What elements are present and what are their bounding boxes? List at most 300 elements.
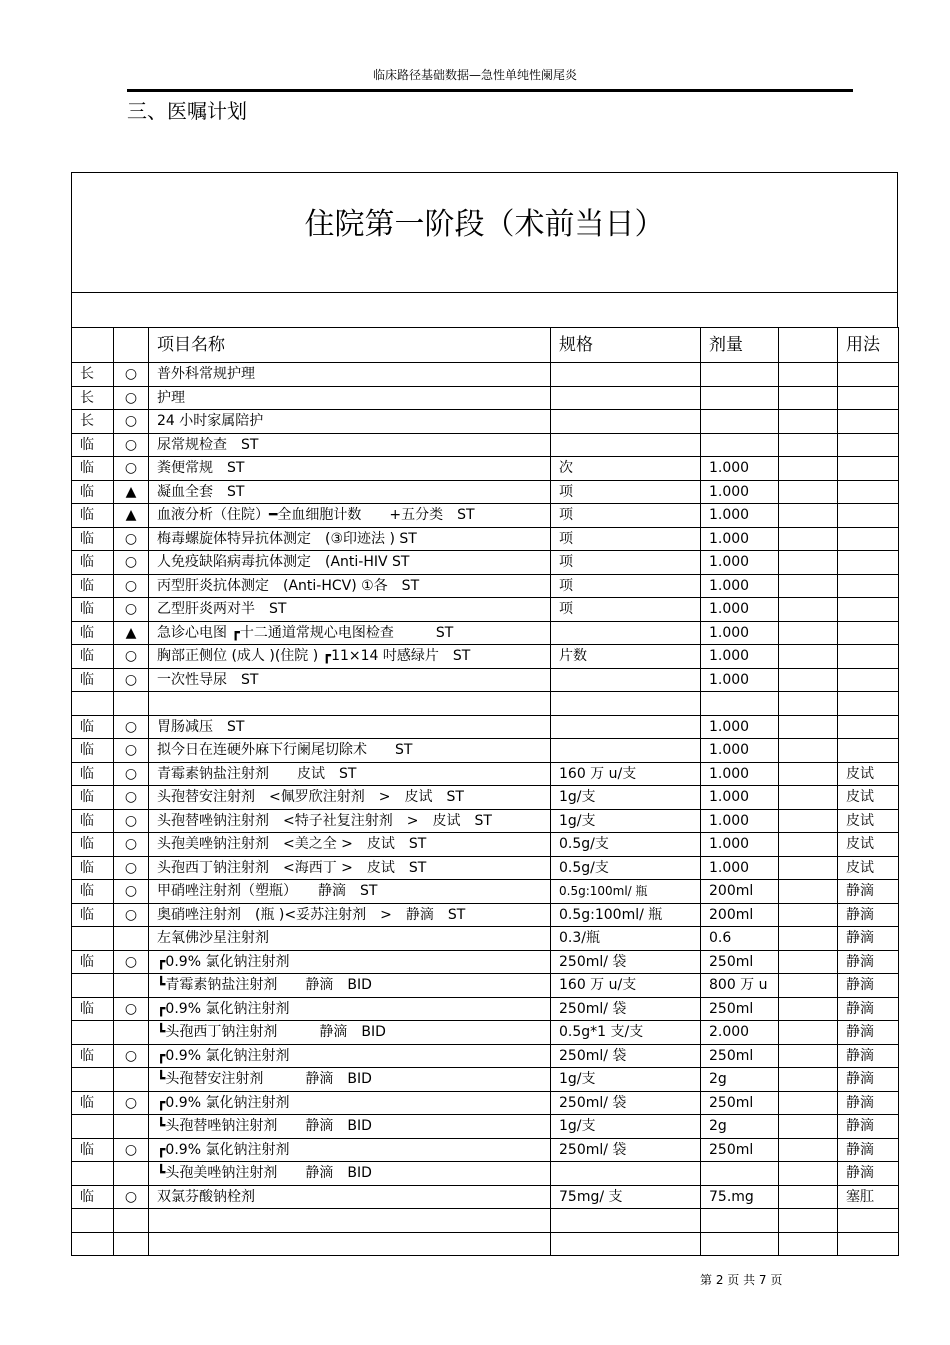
dose-cell: 1.000 [701,833,779,857]
dose-cell: 1.000 [701,809,779,833]
header-item-name: 项目名称 [149,328,551,363]
dose-cell [701,1209,779,1233]
table-row [72,410,899,434]
table-row [72,433,899,457]
usage-cell [838,621,899,645]
item-name-cell: 胸部正侧位 (成人 )(住院 ) ┏11×14 吋感绿片 ST [149,645,551,669]
usage-cell [838,668,899,692]
table-row [72,1091,899,1115]
order-mark-cell: ○ [114,1044,149,1068]
order-type-cell [72,974,114,998]
usage-cell: 静滴 [838,1044,899,1068]
table-row [72,903,899,927]
table-row [72,692,899,716]
page-footer: 第 2 页 共 7 页 [700,1273,783,1287]
item-name-cell: 双氯芬酸钠栓剂 [149,1185,551,1209]
usage-cell: 静滴 [838,927,899,951]
table-row [72,1232,899,1256]
order-mark-cell: ○ [114,739,149,763]
order-mark-cell: ▲ [114,621,149,645]
table-row [72,997,899,1021]
spec-cell: 片数 [551,645,701,669]
spec-cell: 0.5g/支 [551,833,701,857]
usage-cell [838,410,899,434]
table-row [72,927,899,951]
extra-cell [779,927,838,951]
order-mark-cell: ○ [114,833,149,857]
order-mark-cell [114,1115,149,1139]
order-plan-table-frame [71,172,898,1256]
usage-cell [838,504,899,528]
spec-cell: 0.3/瓶 [551,927,701,951]
spec-cell [551,692,701,716]
order-type-cell [72,692,114,716]
spec-cell: 0.5g:100ml/ 瓶 [551,903,701,927]
table-row [72,1021,899,1045]
order-type-cell [72,927,114,951]
item-name-cell: 梅毒螺旋体特异抗体测定 (③印迹法 ) ST [149,527,551,551]
table-row [72,668,899,692]
spec-cell: 次 [551,457,701,481]
usage-cell [838,598,899,622]
spec-cell: 项 [551,551,701,575]
order-mark-cell: ○ [114,880,149,904]
table-row [72,504,899,528]
section-title: 三、医嘱计划 [127,99,247,123]
item-name-cell: 乙型肝炎两对半 ST [149,598,551,622]
usage-cell [838,1232,899,1256]
order-type-cell: 临 [72,598,114,622]
extra-cell [779,504,838,528]
spec-cell: 1g/支 [551,1068,701,1092]
dose-cell: 1.000 [701,621,779,645]
spec-cell [551,715,701,739]
extra-cell [779,645,838,669]
item-name-cell: 甲硝唑注射剂（塑瓶） 静滴 ST [149,880,551,904]
extra-cell [779,903,838,927]
dose-cell: 1.000 [701,668,779,692]
dose-cell: 75.mg [701,1185,779,1209]
spec-cell [551,621,701,645]
table-row [72,457,899,481]
spec-cell [551,363,701,387]
order-type-cell: 临 [72,880,114,904]
extra-cell [779,809,838,833]
order-type-cell: 临 [72,1044,114,1068]
spec-cell [551,668,701,692]
spec-cell: 项 [551,598,701,622]
usage-cell: 静滴 [838,1068,899,1092]
usage-cell: 静滴 [838,1115,899,1139]
table-row [72,1162,899,1186]
order-type-cell: 临 [72,527,114,551]
order-mark-cell: ○ [114,433,149,457]
order-type-cell: 临 [72,621,114,645]
item-name-cell [149,1209,551,1233]
usage-cell: 静滴 [838,1162,899,1186]
extra-cell [779,856,838,880]
dose-cell: 2.000 [701,1021,779,1045]
order-mark-cell: ○ [114,574,149,598]
item-name-cell: ┗头孢替安注射剂 静滴 BID [149,1068,551,1092]
order-type-cell [72,1232,114,1256]
usage-cell [838,574,899,598]
dose-cell: 250ml [701,950,779,974]
order-type-cell: 临 [72,762,114,786]
item-name-cell: 护理 [149,386,551,410]
usage-cell: 静滴 [838,974,899,998]
header-rule [127,89,853,92]
dose-cell: 1.000 [701,527,779,551]
order-type-cell: 临 [72,903,114,927]
table-row [72,1185,899,1209]
item-name-cell: ┏0.9% 氯化钠注射剂 [149,950,551,974]
order-type-cell: 临 [72,668,114,692]
spec-cell: 160 万 u/支 [551,762,701,786]
running-header: 临床路径基础数据—急性单纯性阑尾炎 [372,68,577,82]
spec-cell: 250ml/ 袋 [551,1091,701,1115]
order-mark-cell: ○ [114,762,149,786]
table-row [72,598,899,622]
item-name-cell: 头孢替唑钠注射剂 <特子社复注射剂 > 皮试 ST [149,809,551,833]
usage-cell [838,645,899,669]
table-row [72,739,899,763]
item-name-cell: 拟今日在连硬外麻下行阑尾切除术 ST [149,739,551,763]
order-mark-cell: ○ [114,903,149,927]
table-row [72,386,899,410]
order-type-cell: 长 [72,363,114,387]
table-row [72,880,899,904]
dose-cell: 1.000 [701,786,779,810]
item-name-cell: 头孢美唑钠注射剂 <美之全 > 皮试 ST [149,833,551,857]
item-name-cell: 人免疫缺陷病毒抗体测定 (Anti-HIV ST [149,551,551,575]
usage-cell [838,551,899,575]
order-mark-cell: ○ [114,410,149,434]
header-dose: 剂量 [701,328,779,363]
extra-cell [779,1091,838,1115]
usage-cell: 静滴 [838,880,899,904]
dose-cell: 2g [701,1068,779,1092]
order-type-cell [72,1021,114,1045]
order-type-cell: 临 [72,551,114,575]
extra-cell [779,480,838,504]
extra-cell [779,551,838,575]
item-name-cell: ┗青霉素钠盐注射剂 静滴 BID [149,974,551,998]
usage-cell [838,433,899,457]
spec-cell [551,433,701,457]
order-type-cell: 临 [72,833,114,857]
spec-cell: 项 [551,480,701,504]
order-type-cell: 临 [72,950,114,974]
table-row [72,950,899,974]
header-cell [779,328,838,363]
dose-cell: 800 万 u [701,974,779,998]
extra-cell [779,1068,838,1092]
dose-cell: 1.000 [701,856,779,880]
dose-cell [701,692,779,716]
order-type-cell: 临 [72,1138,114,1162]
order-mark-cell [114,974,149,998]
dose-cell: 1.000 [701,574,779,598]
header-cell [114,328,149,363]
table-row [72,762,899,786]
usage-cell: 静滴 [838,997,899,1021]
usage-cell [838,739,899,763]
order-mark-cell: ○ [114,668,149,692]
item-name-cell: 粪便常规 ST [149,457,551,481]
stage-title: 住院第一阶段（术前当日） [304,207,665,242]
table-row [72,1068,899,1092]
extra-cell [779,997,838,1021]
spec-cell [551,1162,701,1186]
item-name-cell: 24 小时家属陪护 [149,410,551,434]
dose-cell: 1.000 [701,598,779,622]
table-row [72,574,899,598]
extra-cell [779,1162,838,1186]
table-row [72,856,899,880]
table-row [72,1115,899,1139]
spec-cell [551,739,701,763]
usage-cell: 皮试 [838,833,899,857]
item-name-cell: ┏0.9% 氯化钠注射剂 [149,1138,551,1162]
table-row [72,527,899,551]
order-type-cell: 临 [72,856,114,880]
extra-cell [779,833,838,857]
table-row [72,786,899,810]
dose-cell: 250ml [701,1044,779,1068]
item-name-cell: ┏0.9% 氯化钠注射剂 [149,997,551,1021]
table-header-row [72,328,899,363]
header-usage: 用法 [838,328,899,363]
spec-cell: 160 万 u/支 [551,974,701,998]
item-name-cell: 普外科常规护理 [149,363,551,387]
dose-cell: 1.000 [701,504,779,528]
order-type-cell [72,1115,114,1139]
dose-cell: 200ml [701,903,779,927]
order-mark-cell [114,1232,149,1256]
item-name-cell: 左氧佛沙星注射剂 [149,927,551,951]
item-name-cell: 尿常规检查 ST [149,433,551,457]
usage-cell [838,386,899,410]
usage-cell [838,715,899,739]
order-table-body [72,328,899,1256]
order-mark-cell: ○ [114,715,149,739]
dose-cell: 1.000 [701,715,779,739]
order-type-cell: 长 [72,386,114,410]
item-name-cell: 头孢替安注射剂 <佩罗欣注射剂 > 皮试 ST [149,786,551,810]
table-row [72,621,899,645]
spec-cell: 项 [551,527,701,551]
order-mark-cell: ○ [114,551,149,575]
usage-cell: 塞肛 [838,1185,899,1209]
spec-cell: 75mg/ 支 [551,1185,701,1209]
order-mark-cell: ○ [114,1185,149,1209]
item-name-cell: 一次性导尿 ST [149,668,551,692]
usage-cell [838,457,899,481]
table-row [72,480,899,504]
extra-cell [779,950,838,974]
dose-cell: 1.000 [701,551,779,575]
item-name-cell: ┗头孢美唑钠注射剂 静滴 BID [149,1162,551,1186]
usage-cell: 静滴 [838,903,899,927]
dose-cell: 1.000 [701,645,779,669]
dose-cell [701,1162,779,1186]
order-type-cell: 临 [72,574,114,598]
extra-cell [779,1185,838,1209]
table-row [72,1209,899,1233]
table-row [72,363,899,387]
order-mark-cell [114,1162,149,1186]
usage-cell: 皮试 [838,856,899,880]
extra-cell [779,433,838,457]
order-mark-cell: ▲ [114,504,149,528]
table-row [72,1044,899,1068]
spec-cell [551,1232,701,1256]
dose-cell [701,1232,779,1256]
order-type-cell: 临 [72,480,114,504]
order-mark-cell: ○ [114,363,149,387]
dose-cell [701,386,779,410]
dose-cell: 2g [701,1115,779,1139]
order-type-cell: 临 [72,786,114,810]
order-mark-cell [114,1209,149,1233]
dose-cell: 1.000 [701,480,779,504]
header-spec: 规格 [551,328,701,363]
order-mark-cell: ○ [114,1091,149,1115]
usage-cell: 皮试 [838,786,899,810]
dose-cell: 250ml [701,997,779,1021]
order-type-cell: 临 [72,645,114,669]
extra-cell [779,1209,838,1233]
order-mark-cell [114,692,149,716]
order-mark-cell: ○ [114,786,149,810]
spec-cell: 250ml/ 袋 [551,1044,701,1068]
table-row [72,551,899,575]
item-name-cell: 胃肠减压 ST [149,715,551,739]
order-mark-cell: ○ [114,527,149,551]
order-mark-cell: ○ [114,457,149,481]
item-name-cell: 青霉素钠盐注射剂 皮试 ST [149,762,551,786]
spec-cell [551,386,701,410]
item-name-cell: 急诊心电图 ┏十二通道常规心电图检查 ST [149,621,551,645]
header-cell [72,328,114,363]
table-row [72,809,899,833]
order-mark-cell: ○ [114,809,149,833]
blank-row [71,292,898,327]
extra-cell [779,386,838,410]
item-name-cell: 奥硝唑注射剂 (瓶 )<妥苏注射剂 > 静滴 ST [149,903,551,927]
spec-cell: 0.5g/支 [551,856,701,880]
order-mark-cell [114,1068,149,1092]
order-mark-cell: ○ [114,950,149,974]
extra-cell [779,668,838,692]
extra-cell [779,715,838,739]
extra-cell [779,1138,838,1162]
extra-cell [779,621,838,645]
spec-cell: 0.5g*1 支/支 [551,1021,701,1045]
order-type-cell: 临 [72,739,114,763]
order-type-cell: 临 [72,997,114,1021]
extra-cell [779,1021,838,1045]
item-name-cell: 血液分析（住院）━全血细胞计数 +五分类 ST [149,504,551,528]
extra-cell [779,410,838,434]
stage-title-box [71,172,898,292]
spec-cell: 250ml/ 袋 [551,1138,701,1162]
order-type-cell: 临 [72,504,114,528]
spec-cell: 0.5g:100ml/ 瓶 [551,880,701,904]
usage-cell [838,527,899,551]
order-type-cell: 临 [72,715,114,739]
order-mark-cell: ○ [114,645,149,669]
order-mark-cell [114,927,149,951]
extra-cell [779,739,838,763]
extra-cell [779,1232,838,1256]
extra-cell [779,363,838,387]
table-row [72,715,899,739]
spec-cell: 项 [551,574,701,598]
order-mark-cell: ○ [114,1138,149,1162]
table-row [72,974,899,998]
table-row [72,1138,899,1162]
extra-cell [779,1044,838,1068]
item-name-cell: ┗头孢西丁钠注射剂 静滴 BID [149,1021,551,1045]
order-type-cell: 临 [72,457,114,481]
table-row [72,833,899,857]
order-type-cell: 临 [72,809,114,833]
spec-cell: 1g/支 [551,1115,701,1139]
order-mark-cell: ○ [114,856,149,880]
extra-cell [779,974,838,998]
usage-cell: 静滴 [838,1021,899,1045]
order-table [71,327,899,1256]
usage-cell [838,692,899,716]
dose-cell: 250ml [701,1091,779,1115]
order-type-cell [72,1162,114,1186]
item-name-cell: ┏0.9% 氯化钠注射剂 [149,1044,551,1068]
item-name-cell: ┏0.9% 氯化钠注射剂 [149,1091,551,1115]
item-name-cell: 头孢西丁钠注射剂 <海西丁 > 皮试 ST [149,856,551,880]
dose-cell [701,433,779,457]
dose-cell: 1.000 [701,457,779,481]
order-type-cell: 临 [72,433,114,457]
usage-cell: 皮试 [838,762,899,786]
dose-cell: 0.6 [701,927,779,951]
extra-cell [779,762,838,786]
usage-cell [838,1209,899,1233]
usage-cell [838,363,899,387]
dose-cell: 200ml [701,880,779,904]
spec-cell: 1g/支 [551,786,701,810]
order-type-cell [72,1209,114,1233]
extra-cell [779,598,838,622]
spec-cell: 250ml/ 袋 [551,997,701,1021]
extra-cell [779,786,838,810]
extra-cell [779,457,838,481]
spec-cell: 250ml/ 袋 [551,950,701,974]
order-mark-cell: ○ [114,386,149,410]
usage-cell: 静滴 [838,1138,899,1162]
extra-cell [779,574,838,598]
dose-cell: 250ml [701,1138,779,1162]
extra-cell [779,880,838,904]
order-mark-cell [114,1021,149,1045]
extra-cell [779,1115,838,1139]
usage-cell: 静滴 [838,950,899,974]
spec-cell: 1g/支 [551,809,701,833]
dose-cell: 1.000 [701,762,779,786]
extra-cell [779,527,838,551]
item-name-cell [149,1232,551,1256]
